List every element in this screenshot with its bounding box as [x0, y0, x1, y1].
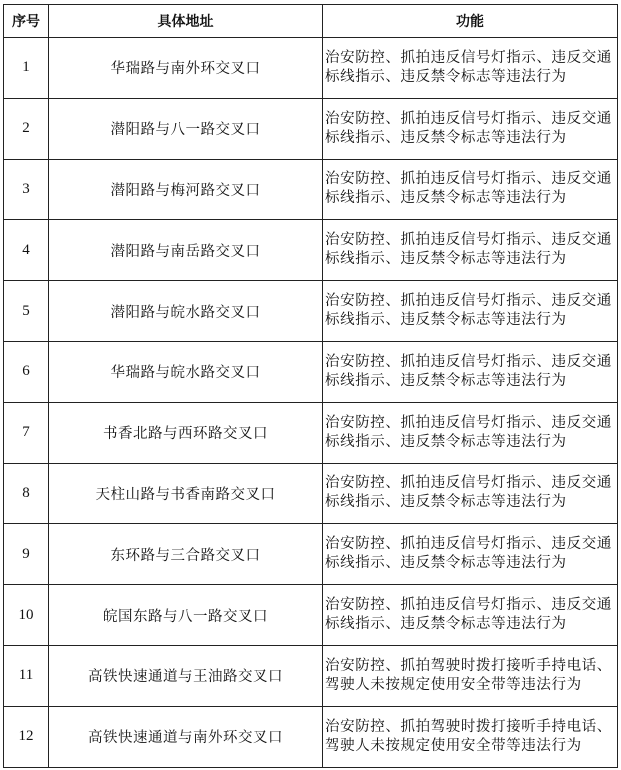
row-function: 治安防控、抓拍驾驶时拨打接听手持电话、驾驶人未按规定使用安全带等违法行为	[323, 706, 618, 767]
row-address: 天柱山路与书香南路交叉口	[49, 463, 323, 524]
row-address: 潜阳路与八一路交叉口	[49, 98, 323, 159]
row-address: 高铁快速通道与王油路交叉口	[49, 645, 323, 706]
header-no: 序号	[4, 5, 49, 38]
table-row	[4, 585, 618, 646]
row-number: 1	[4, 38, 49, 99]
row-address: 书香北路与西环路交叉口	[49, 402, 323, 463]
row-function: 治安防控、抓拍违反信号灯指示、违反交通标线指示、违反禁令标志等违法行为	[323, 463, 618, 524]
row-function: 治安防控、抓拍违反信号灯指示、违反交通标线指示、违反禁令标志等违法行为	[323, 402, 618, 463]
table-row	[4, 220, 618, 281]
row-number: 5	[4, 281, 49, 342]
row-number: 6	[4, 341, 49, 402]
row-address: 华瑞路与皖水路交叉口	[49, 341, 323, 402]
row-function: 治安防控、抓拍违反信号灯指示、违反交通标线指示、违反禁令标志等违法行为	[323, 524, 618, 585]
table-row	[4, 706, 618, 767]
header-function: 功能	[323, 5, 618, 38]
row-function: 治安防控、抓拍违反信号灯指示、违反交通标线指示、违反禁令标志等违法行为	[323, 159, 618, 220]
row-number: 11	[4, 645, 49, 706]
table-row	[4, 98, 618, 159]
header-row	[4, 5, 618, 38]
row-function: 治安防控、抓拍违反信号灯指示、违反交通标线指示、违反禁令标志等违法行为	[323, 281, 618, 342]
table-row	[4, 645, 618, 706]
camera-location-table	[3, 4, 618, 768]
row-function: 治安防控、抓拍违反信号灯指示、违反交通标线指示、违反禁令标志等违法行为	[323, 98, 618, 159]
row-number: 4	[4, 220, 49, 281]
row-function: 治安防控、抓拍驾驶时拨打接听手持电话、驾驶人未按规定使用安全带等违法行为	[323, 645, 618, 706]
row-number: 3	[4, 159, 49, 220]
row-address: 潜阳路与南岳路交叉口	[49, 220, 323, 281]
row-number: 9	[4, 524, 49, 585]
row-address: 高铁快速通道与南外环交叉口	[49, 706, 323, 767]
row-address: 华瑞路与南外环交叉口	[49, 38, 323, 99]
row-number: 7	[4, 402, 49, 463]
row-address: 东环路与三合路交叉口	[49, 524, 323, 585]
row-number: 10	[4, 585, 49, 646]
table-row	[4, 281, 618, 342]
table-row	[4, 341, 618, 402]
table-row	[4, 159, 618, 220]
row-function: 治安防控、抓拍违反信号灯指示、违反交通标线指示、违反禁令标志等违法行为	[323, 38, 618, 99]
table-row	[4, 402, 618, 463]
row-number: 2	[4, 98, 49, 159]
row-number: 12	[4, 706, 49, 767]
row-address: 潜阳路与梅河路交叉口	[49, 159, 323, 220]
row-function: 治安防控、抓拍违反信号灯指示、违反交通标线指示、违反禁令标志等违法行为	[323, 220, 618, 281]
header-address: 具体地址	[49, 5, 323, 38]
row-address: 潜阳路与皖水路交叉口	[49, 281, 323, 342]
row-number: 8	[4, 463, 49, 524]
table-row	[4, 463, 618, 524]
row-address: 皖国东路与八一路交叉口	[49, 585, 323, 646]
row-function: 治安防控、抓拍违反信号灯指示、违反交通标线指示、违反禁令标志等违法行为	[323, 585, 618, 646]
table-row	[4, 524, 618, 585]
row-function: 治安防控、抓拍违反信号灯指示、违反交通标线指示、违反禁令标志等违法行为	[323, 341, 618, 402]
table-row	[4, 38, 618, 99]
